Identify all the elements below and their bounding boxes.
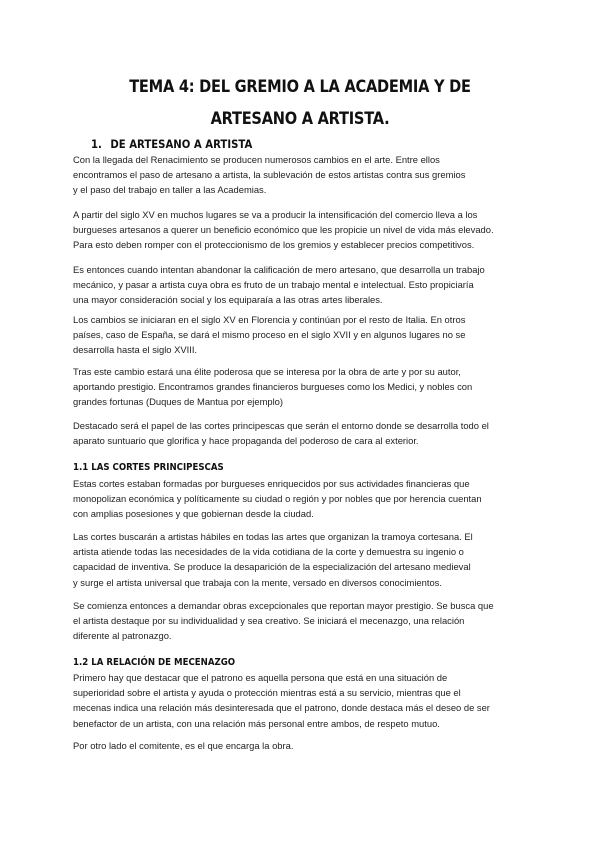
paragraph-line: mecánico, y pasar a artista cuya obra es fruto de un trabajo mental e intelectual. Esto propiciaría [73, 279, 474, 291]
section-heading [91, 137, 252, 151]
paragraph-line: y surge el artista universal que trabaja con la mente, versado en diversos conocimientos. [73, 576, 442, 588]
paragraph-line: Es entonces cuando intentan abandonar la calificación de mero artesano, que desarrolla un trabajo [73, 264, 485, 275]
paragraph-2 [73, 207, 543, 253]
paragraph-line: capacidad de inventiva. Se produce la desaparición de la especialización del artesano medieval [73, 561, 471, 573]
section-title: DE ARTESANO A ARTISTA [110, 137, 253, 151]
paragraph-line: Por otro lado el comitente, es el que encarga la obra. [73, 740, 294, 751]
paragraph-8 [73, 529, 543, 590]
paragraph-line: desarrolla hasta el siglo XVIII. [73, 344, 198, 356]
paragraph-line: Se comienza entonces a demandar obras excepcionales que reportan mayor prestigio. Se busca que [73, 600, 494, 611]
paragraph-line: aparato suntuario que glorifica y hace propaganda del poderoso de cara al exterior. [73, 435, 419, 447]
paragraph-line: monopolizan económica y políticamente su ciudad o región y por nobles que por herencia cuentan [73, 493, 482, 505]
paragraph-line: aportando prestigio. Encontramos grandes financieros burgueses como los Medici, y nobles con [73, 381, 473, 393]
paragraph-11 [73, 738, 543, 753]
paragraph-7 [73, 476, 543, 522]
paragraph-line: una mayor consideración social y los equiparaía a las otras artes liberales. [73, 294, 383, 306]
paragraph-5 [73, 364, 543, 410]
subsection-heading-mecenazgo: 1.2 LA RELACIÓN DE MECENAZGO [73, 657, 236, 668]
document-title-line-1: TEMA 4: DEL GREMIO A LA ACADEMIA Y DE [129, 77, 471, 97]
paragraph-line: Estas cortes estaban formadas por burgueses enriquecidos por sus actividades financieras que [73, 478, 470, 489]
paragraph-line: A partir del siglo XV en muchos lugares se va a producir la intensificación del comercio lleva a los [73, 209, 478, 220]
paragraph-line: Primero hay que destacar que el patrono es aquella persona que está en una situación de [73, 672, 448, 683]
section-number: 1. [91, 137, 102, 151]
subsection-heading-cortes: 1.1 LAS CORTES PRINCIPESCAS [73, 462, 224, 473]
paragraph-line: burgueses artesanos a querer un beneficio económico que les propicie un nivel de vida más elevado. [73, 224, 494, 236]
paragraph-3 [73, 262, 543, 308]
paragraph-line: benefactor de un artista, con una relación más personal entre ambos, de respeto mutuo. [73, 717, 440, 729]
paragraph-line: el artista destaque por su individualidad y sea creativo. Se iniciará el mecenazgo, una relación [73, 615, 465, 627]
paragraph-line: diferente al patronazgo. [73, 630, 172, 642]
paragraph-10 [73, 670, 543, 731]
paragraph-1 [73, 152, 543, 198]
paragraph-line: grandes fortunas (Duques de Mantua por ejemplo) [73, 396, 284, 408]
paragraph-line: Con la llegada del Renacimiento se producen numerosos cambios en el arte. Entre ellos [73, 154, 440, 165]
paragraph-line: artista atiende todas las necesidades de la vida cotidiana de la corte y demuestra su ingenio o [73, 546, 464, 558]
paragraph-9 [73, 598, 543, 644]
paragraph-line: Las cortes buscarán a artistas hábiles en todas las artes que organizan la tramoya cortesana. El [73, 531, 473, 542]
paragraph-line: encontramos el paso de artesano a artista, la sublevación de estos artistas contra sus gremios [73, 169, 466, 181]
document-title-line-2: ARTESANO A ARTISTA. [210, 109, 390, 129]
paragraph-line: superioridad sobre el artista y ayuda o protección mientras está a su servicio, mientras que el [73, 687, 461, 699]
paragraph-4 [73, 312, 543, 358]
paragraph-line: Tras este cambio estará una élite poderosa que se interesa por la obra de arte y por su autor, [73, 366, 461, 377]
paragraph-line: Para esto deben romper con el proteccionismo de los gremios y establecer precios competitivos. [73, 239, 475, 251]
paragraph-line: y el paso del trabajo en taller a las Academias. [73, 184, 267, 196]
paragraph-line: Destacado será el papel de las cortes principescas que serán el entorno donde se desarrolla todo el [73, 420, 489, 431]
paragraph-6 [73, 418, 543, 448]
paragraph-line: Los cambios se iniciaran en el siglo XV en Florencia y continúan por el resto de Italia. En otros [73, 314, 466, 325]
paragraph-line: países, caso de España, se dará el mismo proceso en el siglo XVII y en algunos lugares no se [73, 329, 466, 341]
paragraph-line: mecenas indica una relación más desinteresada que el patrono, donde destaca más el deseo de ser [73, 702, 490, 714]
paragraph-line: con amplias posesiones y que gobiernan desde la ciudad. [73, 508, 314, 520]
